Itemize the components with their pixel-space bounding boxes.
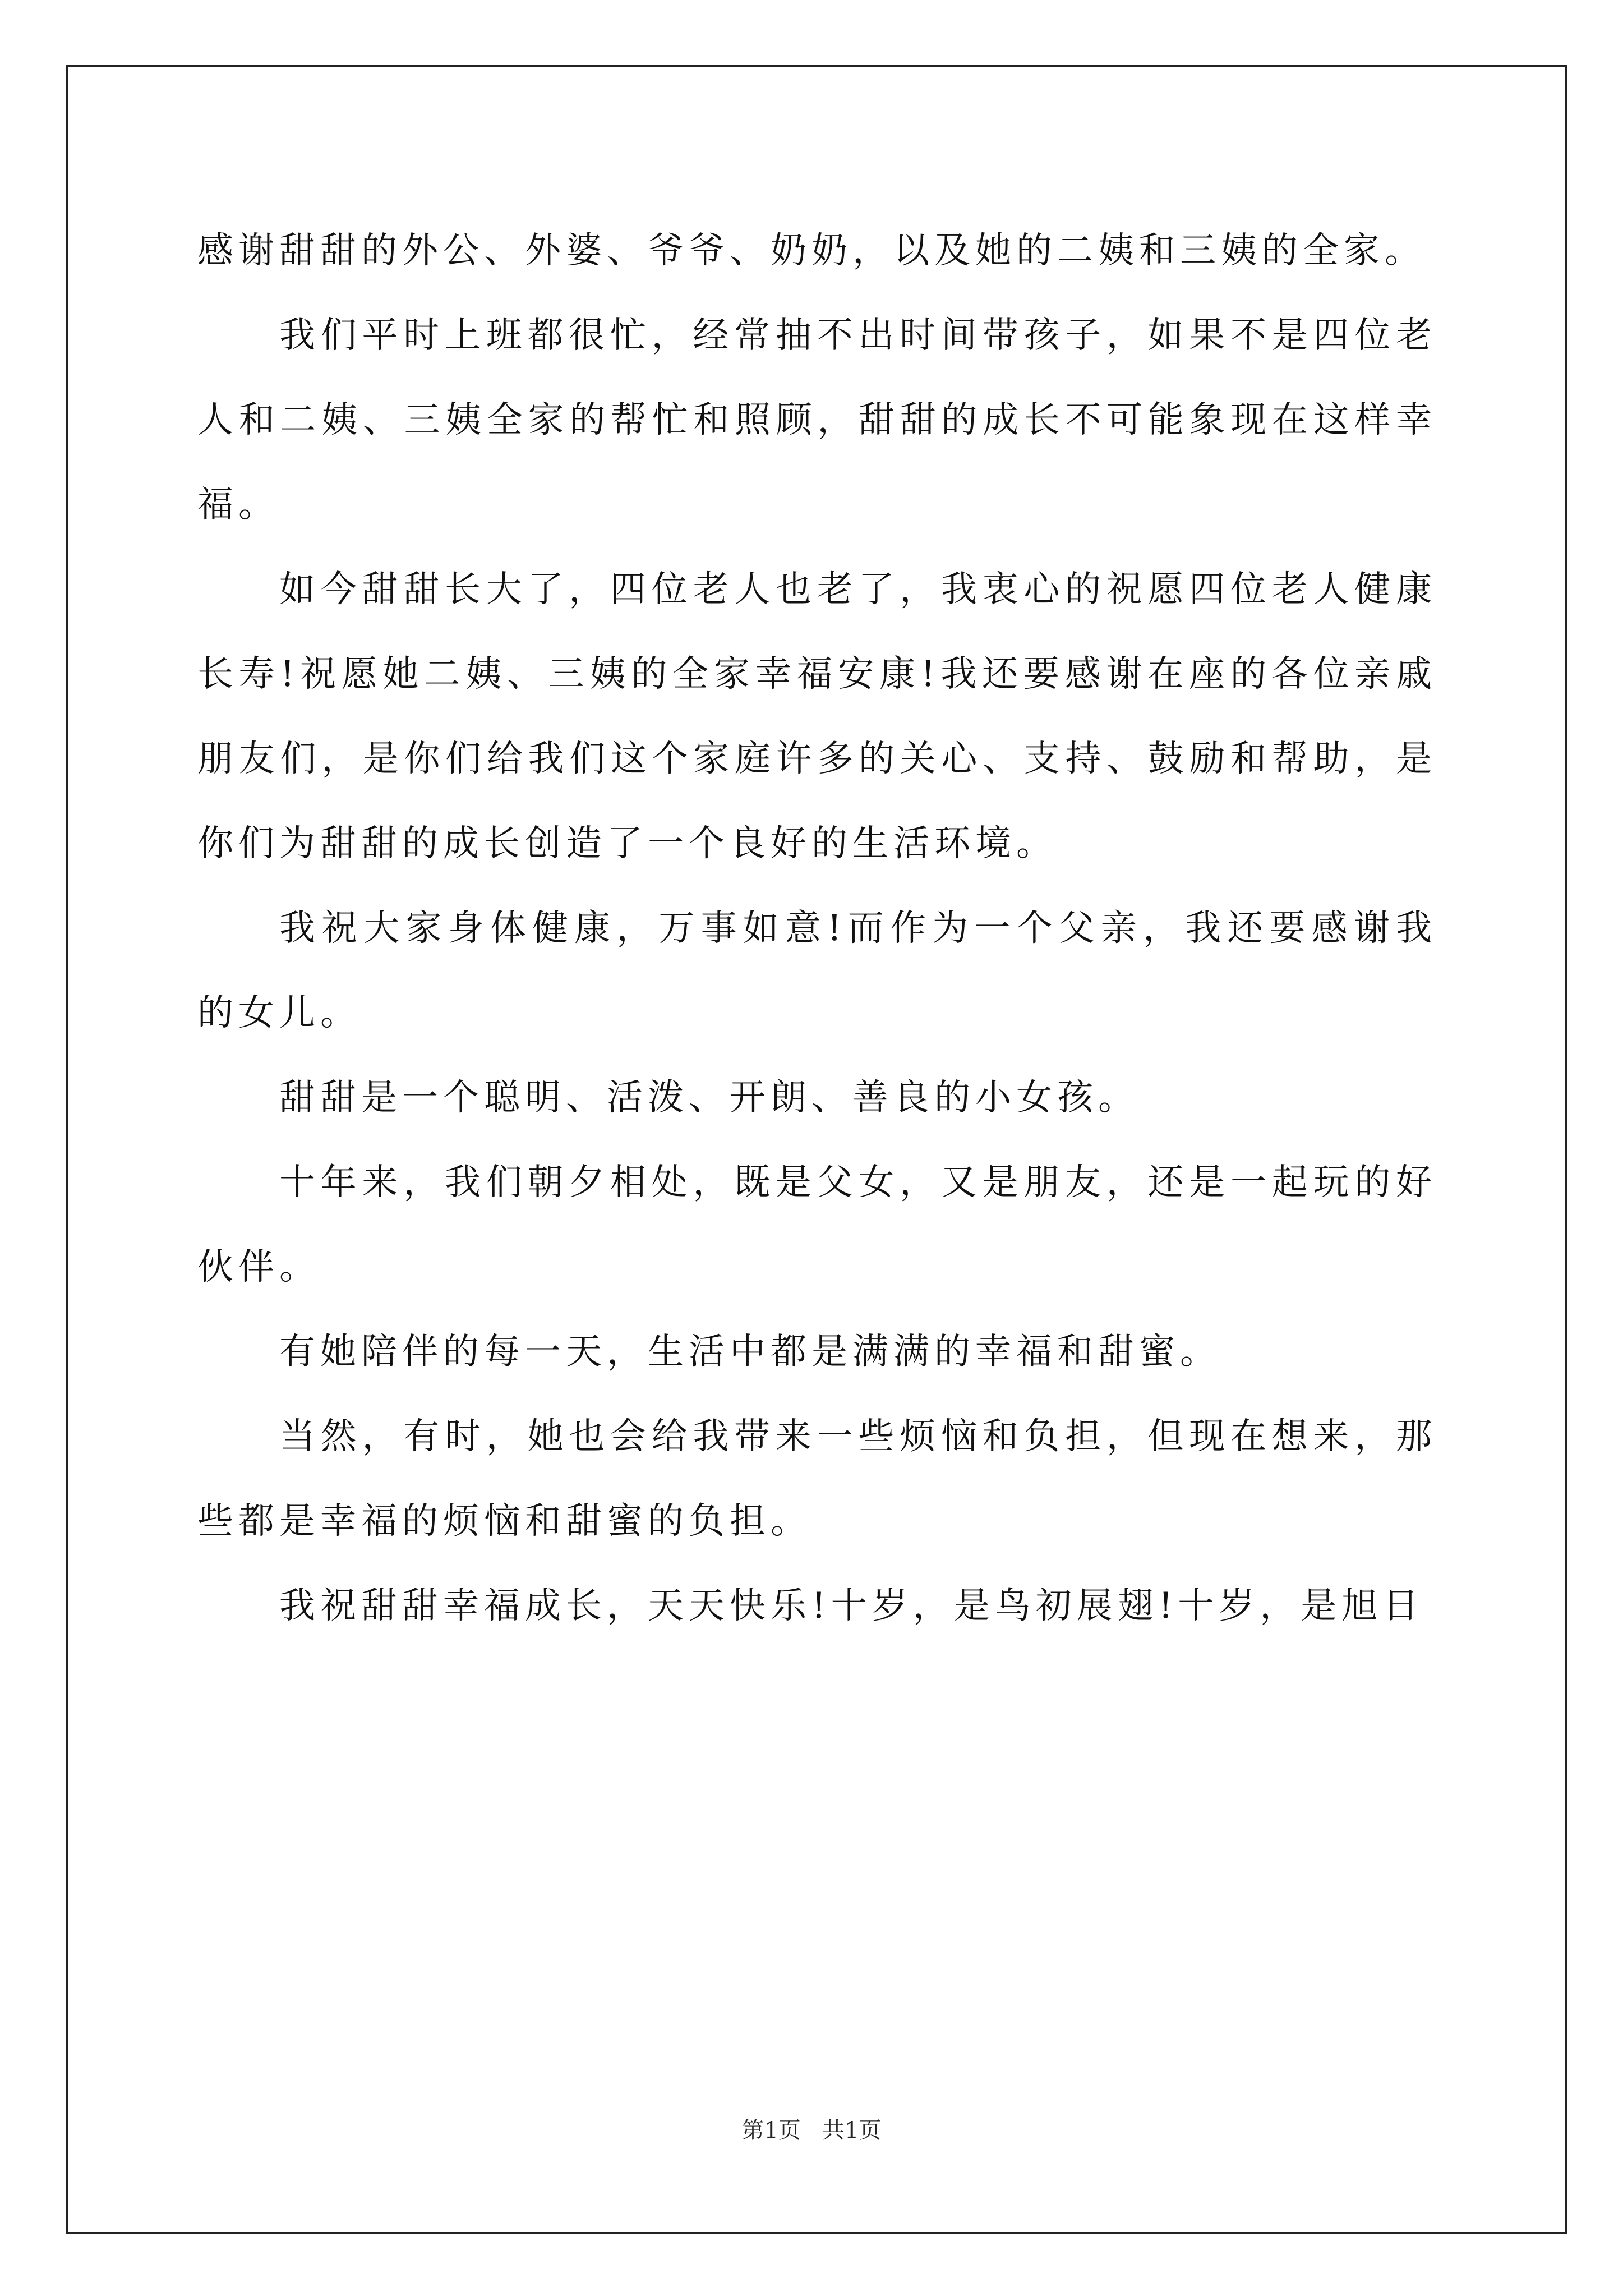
paragraph: 我祝甜甜幸福成长，天天快乐!十岁，是鸟初展翅!十岁，是旭日 bbox=[279, 1585, 1424, 1627]
paragraph: 感谢甜甜的外公、外婆、爷爷、奶奶，以及她的二姨和三姨的全家。 bbox=[197, 230, 1426, 272]
paragraph: 十年来，我们朝夕相处，既是父女，又是朋友，还是一起玩的好伙伴。 bbox=[197, 1162, 1437, 1288]
paragraph: 我祝大家身体健康，万事如意!而作为一个父亲，我还要感谢我的女儿。 bbox=[197, 908, 1437, 1034]
paragraph: 当然，有时，她也会给我带来一些烦恼和负担，但现在想来，那些都是幸福的烦恼和甜蜜的负担。 bbox=[197, 1416, 1437, 1542]
paragraph: 甜甜是一个聪明、活泼、开朗、善良的小女孩。 bbox=[279, 1077, 1139, 1119]
paragraph: 有她陪伴的每一天，生活中都是满满的幸福和甜蜜。 bbox=[279, 1331, 1221, 1373]
paragraph: 如今甜甜长大了，四位老人也老了，我衷心的祝愿四位老人健康长寿!祝愿她二姨、三姨的全家幸福安康!我还要感谢在座的各位亲戚朋友们，是你们给我们这个家庭许多的关心、支持、鼓励和帮助，是你们为甜甜的成长创造了一个良好的生活环境。 bbox=[197, 569, 1437, 864]
document-body bbox=[197, 209, 1437, 1649]
paragraph: 我们平时上班都很忙，经常抽不出时间带孩子，如果不是四位老人和二姨、三姨全家的帮忙和照顾，甜甜的成长不可能象现在这样幸福。 bbox=[197, 315, 1437, 526]
page-footer: 第1页 共1页 bbox=[741, 2118, 882, 2143]
